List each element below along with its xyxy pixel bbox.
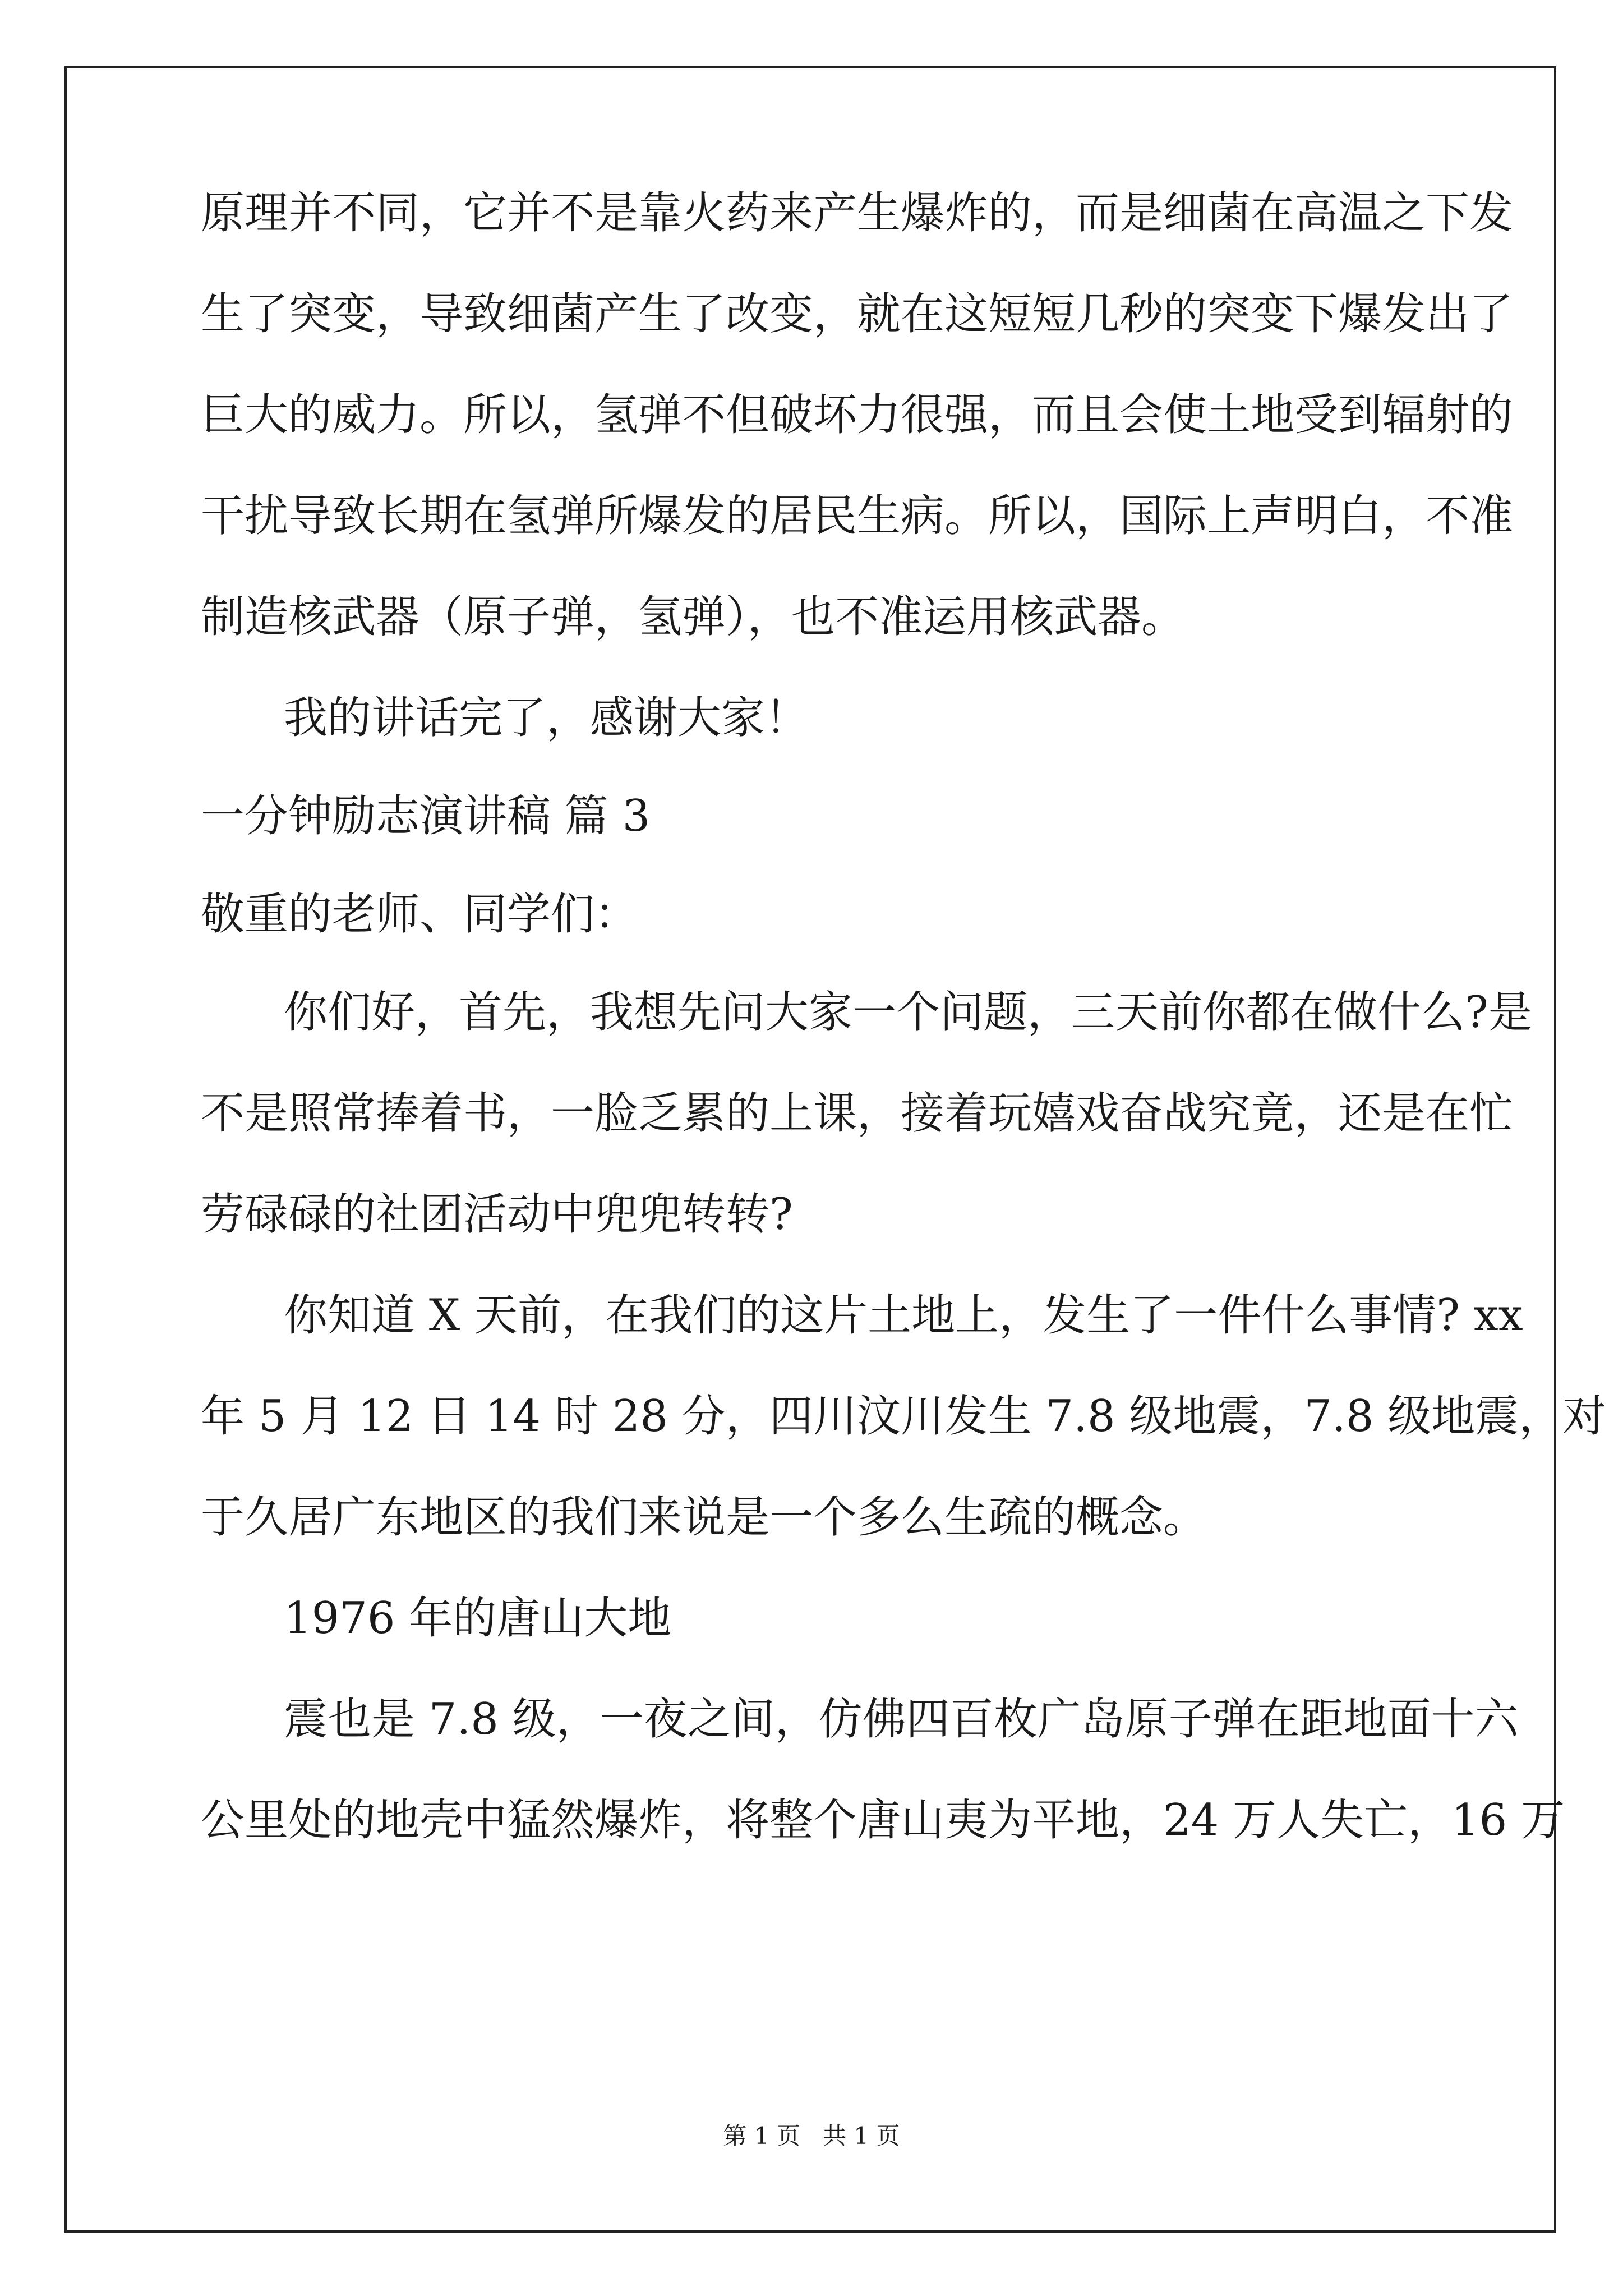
section-heading: 一分钟励志演讲稿 篇 3 <box>201 791 651 841</box>
paragraph-line: 干扰导致长期在氢弹所爆发的居民生病。所以，国际上声明白，不准 <box>201 491 1514 541</box>
paragraph-line: 1976 年的唐山大地 <box>284 1593 672 1644</box>
paragraph-line: 震也是 7.8 级，一夜之间，仿佛四百枚广岛原子弹在距地面十六 <box>284 1694 1519 1745</box>
paragraph-line: 劳碌碌的社团活动中兜兜转转? <box>201 1189 793 1240</box>
paragraph-line: 你知道 X 天前，在我们的这片土地上，发生了一件什么事情? xx <box>284 1290 1523 1341</box>
paragraph-line: 制造核武器（原子弹，氢弹），也不准运用核武器。 <box>201 592 1186 642</box>
paragraph-line: 巨大的威力。所以，氢弹不但破坏力很强，而且会使土地受到辐射的 <box>201 390 1514 440</box>
paragraph-line: 不是照常捧着书，一脸乏累的上课，接着玩嬉戏奋战究竟，还是在忙 <box>201 1088 1514 1139</box>
paragraph-line: 生了突变，导致细菌产生了改变，就在这短短几秒的突变下爆发出了 <box>201 289 1514 339</box>
salutation: 敬重的老师、同学们： <box>201 889 639 940</box>
paragraph-line: 你们好，首先，我想先问大家一个问题，三天前你都在做什么?是 <box>284 987 1532 1038</box>
paragraph-line: 年 5 月 12 日 14 时 28 分，四川汶川发生 7.8 级地震，7.8 级地震，对 <box>201 1391 1607 1442</box>
paragraph-line: 于久居广东地区的我们来说是一个多么生疏的概念。 <box>201 1492 1207 1543</box>
paragraph-line: 公里处的地壳中猛然爆炸，将整个唐山夷为平地，24 万人失亡，16 万 <box>201 1795 1565 1846</box>
page-number-footer: 第 1 页 共 1 页 <box>723 2122 900 2150</box>
paragraph-line: 原理并不同，它并不是靠火药来产生爆炸的，而是细菌在高温之下发 <box>201 188 1514 238</box>
closing-remark: 我的讲话完了，感谢大家！ <box>284 693 809 743</box>
